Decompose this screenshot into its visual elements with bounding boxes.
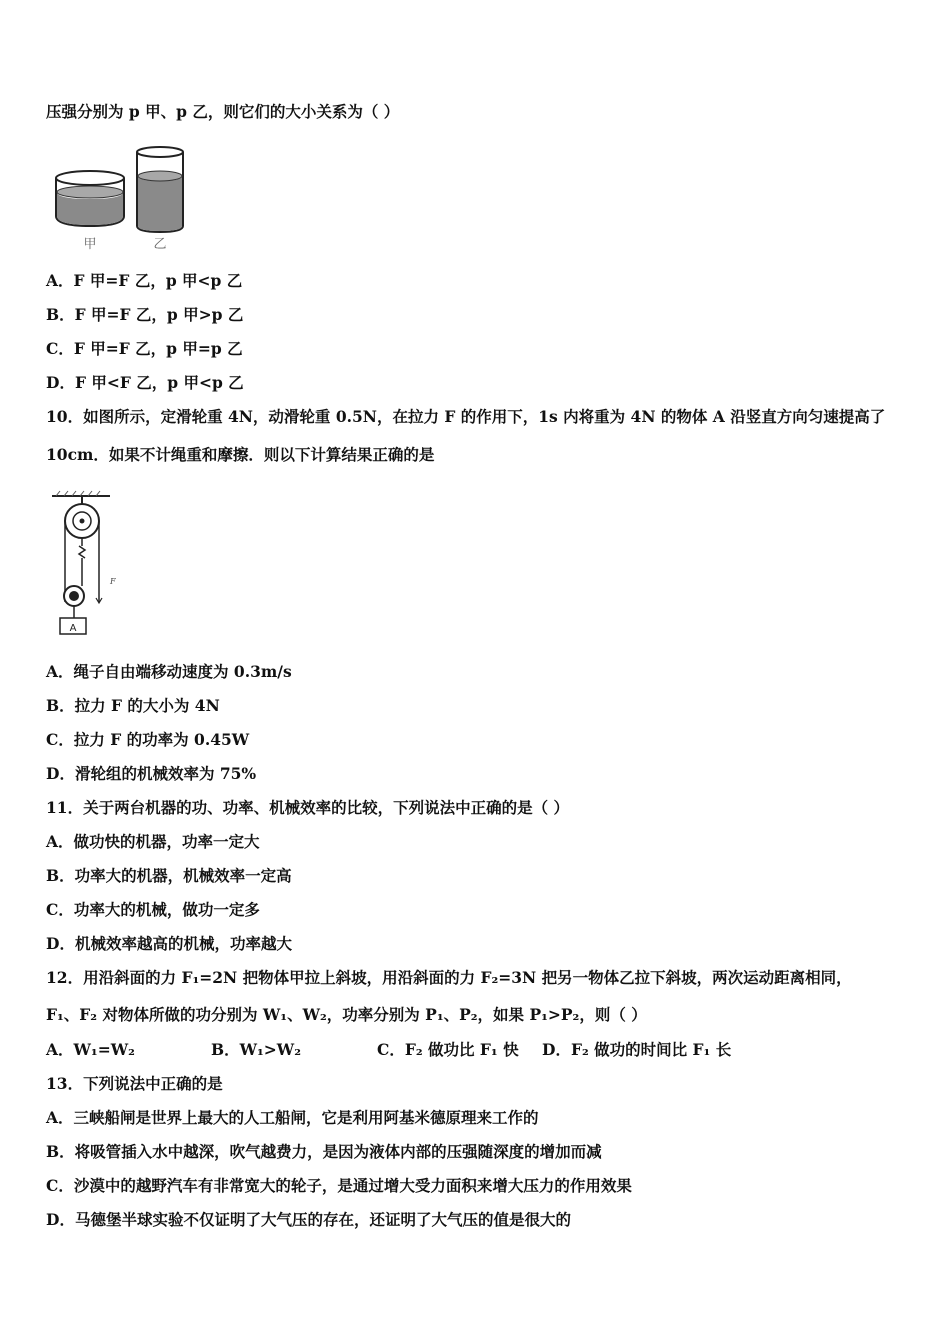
q9-option-b: B．F 甲=F 乙，p 甲>p 乙 xyxy=(46,305,244,324)
q12-option-d: D．F₂ 做功的时间比 F₁ 长 xyxy=(542,1040,732,1059)
q11-option-d: D．机械效率越高的机械，功率越大 xyxy=(46,934,292,953)
q12-stem-line1: 12．用沿斜面的力 F₁=2N 把物体甲拉上斜坡，用沿斜面的力 F₂=3N 把另一物体乙拉下斜坡，两次运动距离相同， xyxy=(46,968,852,987)
q10-option-b: B．拉力 F 的大小为 4N xyxy=(46,696,220,715)
q13-option-b: B．将吸管插入水中越深，吹气越费力，是因为液体内部的压强随深度的增加而减 xyxy=(46,1142,602,1161)
pulley-figure xyxy=(48,490,128,640)
force-f-label: F xyxy=(110,577,116,586)
q13-option-d: D．马德堡半球实验不仅证明了大气压的存在，还证明了大气压的值是很大的 xyxy=(46,1210,571,1229)
q9-option-d: D．F 甲<F 乙，p 甲<p 乙 xyxy=(46,373,244,392)
q13-stem: 13．下列说法中正确的是 xyxy=(46,1074,223,1093)
containers-figure xyxy=(50,144,190,254)
q9-stem-tail: 压强分别为 p 甲、p 乙，则它们的大小关系为（ ） xyxy=(46,102,400,121)
q10-option-a: A．绳子自由端移动速度为 0.3m/s xyxy=(46,662,292,681)
q11-option-b: B．功率大的机器，机械效率一定高 xyxy=(46,866,292,885)
q10-stem-line1: 10．如图所示，定滑轮重 4N，动滑轮重 0.5N，在拉力 F 的作用下，1s 内将重为 4N 的物体 A 沿竖直方向匀速提高了 xyxy=(46,407,886,426)
q12-option-c: C．F₂ 做功比 F₁ 快 xyxy=(377,1040,519,1059)
q12-stem-line2: F₁、F₂ 对物体所做的功分别为 W₁、W₂，功率分别为 P₁、P₂，如果 P₁>P₂，则（ ） xyxy=(46,1005,647,1024)
q9-option-a: A．F 甲=F 乙，p 甲<p 乙 xyxy=(46,271,243,290)
q10-option-d: D．滑轮组的机械效率为 75% xyxy=(46,764,257,783)
q13-option-c: C．沙漠中的越野汽车有非常宽大的轮子，是通过增大受力面积来增大压力的作用效果 xyxy=(46,1176,632,1195)
q9-option-c: C．F 甲=F 乙，p 甲=p 乙 xyxy=(46,339,243,358)
q10-option-c: C．拉力 F 的功率为 0.45W xyxy=(46,730,250,749)
q11-stem: 11．关于两台机器的功、功率、机械效率的比较，下列说法中正确的是（ ） xyxy=(46,798,569,817)
q10-stem-line2: 10cm．如果不计绳重和摩擦．则以下计算结果正确的是 xyxy=(46,445,435,464)
q13-option-a: A．三峡船闸是世界上最大的人工船闸，它是利用阿基米德原理来工作的 xyxy=(46,1108,539,1127)
label-yi: 乙 xyxy=(153,237,167,252)
q12-option-a: A．W₁=W₂ xyxy=(46,1040,135,1059)
q11-option-a: A．做功快的机器，功率一定大 xyxy=(46,832,260,851)
label-jia: 甲 xyxy=(83,237,97,252)
q12-option-b: B．W₁>W₂ xyxy=(211,1040,301,1059)
block-a-label: A xyxy=(69,623,77,634)
q11-option-c: C．功率大的机械，做功一定多 xyxy=(46,900,260,919)
